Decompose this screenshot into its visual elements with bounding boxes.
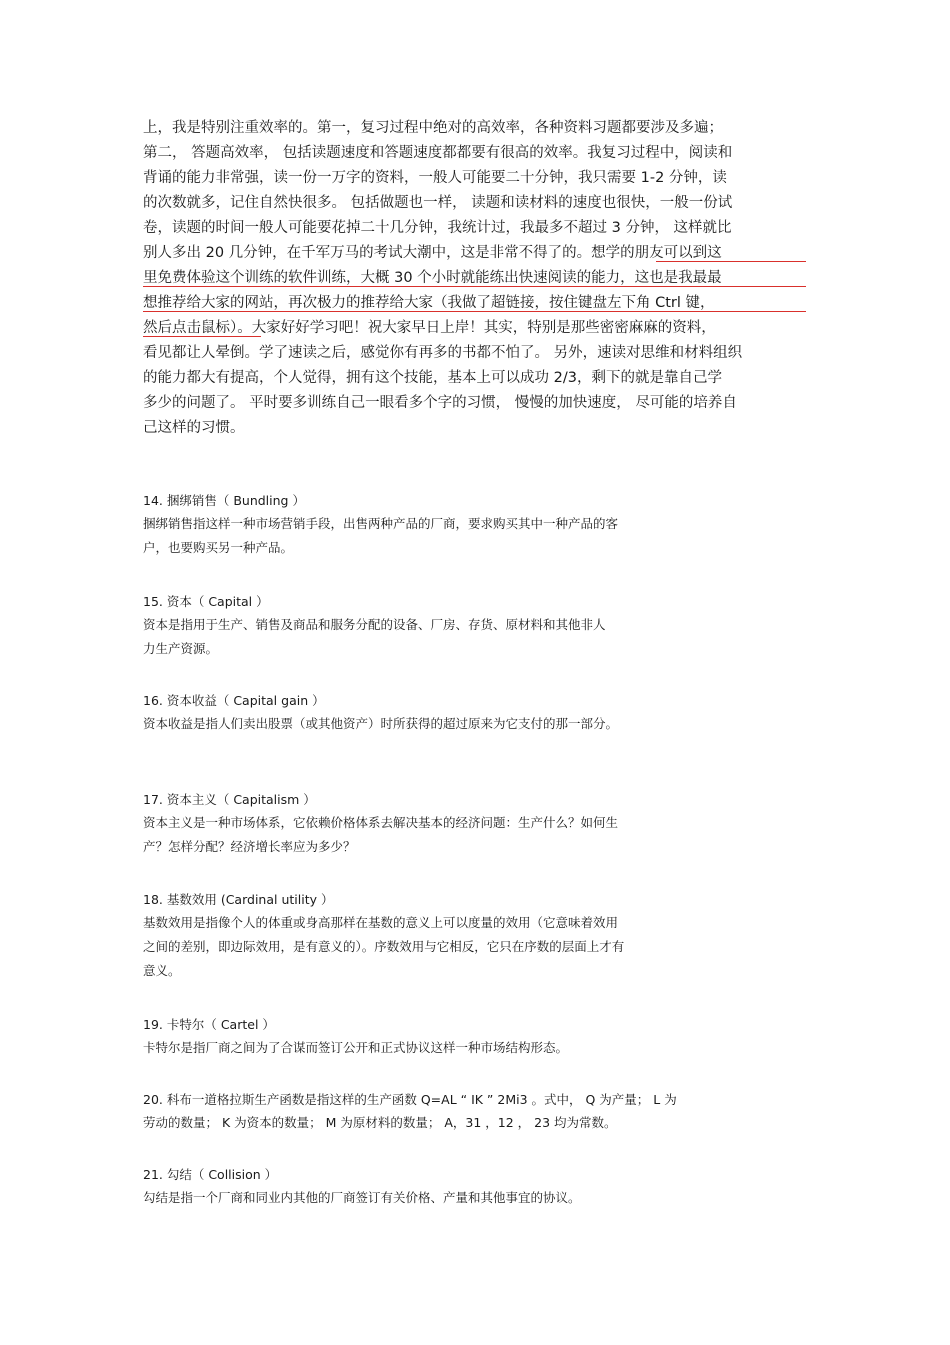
link-underline xyxy=(143,336,261,337)
glossary-entry xyxy=(143,1014,763,1060)
intro-line: 卷，读题的时间一般人可能要花掉二十几分钟，我统计过，我最多不超过 3 分钟， 这样就比 xyxy=(143,220,732,236)
link-underline xyxy=(143,311,806,312)
entry-title: 17. 资本主义（ Capitalism ） xyxy=(143,792,316,807)
glossary-entry xyxy=(143,889,763,983)
glossary-entry xyxy=(143,789,763,859)
entry-body-line: 力生产资源。 xyxy=(143,641,219,656)
intro-line: 多少的问题了。 平时要多训练自己一眼看多个字的习惯， 慢慢的加快速度， 尽可能的培养自 xyxy=(143,395,737,411)
entry-title: 20. 科布一道格拉斯生产函数是指这样的生产函数 Q=AL “ IK ” 2Mi3 。式中， Q 为产量； L 为 xyxy=(143,1092,677,1107)
entry-body-line: 意义。 xyxy=(143,963,181,978)
glossary-entry xyxy=(143,690,763,736)
intro-line: 第二， 答题高效率， 包括读题速度和答题速度都都要有很高的效率。我复习过程中，阅读和 xyxy=(143,145,733,161)
link-underline xyxy=(656,261,806,262)
entry-body-line: 资本收益是指人们卖出股票（或其他资产）时所获得的超过原来为它支付的那一部分。 xyxy=(143,716,619,731)
intro-paragraph xyxy=(143,116,808,436)
entry-body-line: 产？怎样分配？经济增长率应为多少？ xyxy=(143,839,356,854)
entry-title: 15. 资本（ Capital ） xyxy=(143,594,269,609)
entry-body-line: 捆绑销售指这样一种市场营销手段，出售两种产品的厂商，要求购买其中一种产品的客 xyxy=(143,516,619,531)
entry-title: 19. 卡特尔（ Cartel ） xyxy=(143,1017,275,1032)
intro-line: 上，我是特别注重效率的。第一，复习过程中绝对的高效率，各种资料习题都要涉及多遍； xyxy=(143,120,723,136)
entry-body-line: 基数效用是指像个人的体重或身高那样在基数的意义上可以度量的效用（它意味着效用 xyxy=(143,915,619,930)
intro-line: 的次数就多，记住自然快很多。 包括做题也一样， 读题和读材料的速度也很快，一般一份试 xyxy=(143,195,733,211)
glossary-entry xyxy=(143,1089,783,1135)
entry-body-line: 卡特尔是指厂商之间为了合谋而签订公开和正式协议这样一种市场结构形态。 xyxy=(143,1040,569,1055)
intro-line: 背诵的能力非常强，读一份一万字的资料，一般人可能要二十分钟，我只需要 1-2 分钟，读 xyxy=(143,170,727,186)
entry-body-line: 资本主义是一种市场体系，它依赖价格体系去解决基本的经济问题：生产什么？如何生 xyxy=(143,815,619,830)
intro-line: 别人多出 20 几分钟，在千军万马的考试大潮中，这是非常不得了的。想学的朋友可以到这 xyxy=(143,245,722,261)
intro-line: 看见都让人晕倒。学了速读之后，感觉你有再多的书都不怕了。 另外，速读对思维和材料组织 xyxy=(143,345,743,361)
entry-body-line: 资本是指用于生产、销售及商品和服务分配的设备、厂房、存货、原材料和其他非人 xyxy=(143,617,606,632)
link-underline xyxy=(143,286,806,287)
glossary-entry xyxy=(143,490,763,560)
entry-body-line: 勾结是指一个厂商和同业内其他的厂商签订有关价格、产量和其他事宜的协议。 xyxy=(143,1190,581,1205)
entry-title: 16. 资本收益（ Capital gain ） xyxy=(143,693,325,708)
entry-body-line: 之间的差别，即边际效用，是有意义的）。序数效用与它相反，它只在序数的层面上才有 xyxy=(143,939,625,954)
glossary-entry xyxy=(143,1164,763,1210)
glossary-entry xyxy=(143,591,763,661)
entry-body-line: 劳动的数量； K 为资本的数量； M 为原材料的数量； A，31 ，12 ， 23 均为常数。 xyxy=(143,1115,617,1130)
intro-line[interactable]: 然后点击鼠标）。大家好好学习吧！祝大家早日上岸！其实，特别是那些密密麻麻的资料， xyxy=(143,320,716,336)
intro-line: 己这样的习惯。 xyxy=(143,420,245,436)
intro-line[interactable]: 想推荐给大家的网站，再次极力的推荐给大家（我做了超链接，按住键盘左下角 Ctrl 键， xyxy=(143,295,715,311)
entry-title: 21. 勾结（ Collision ） xyxy=(143,1167,278,1182)
intro-line[interactable]: 里免费体验这个训练的软件训练，大概 30 个小时就能练出快速阅读的能力，这也是我最最 xyxy=(143,270,722,286)
entry-body-line: 户，也要购买另一种产品。 xyxy=(143,540,294,555)
intro-line: 的能力都大有提高，个人觉得，拥有这个技能，基本上可以成功 2/3，剩下的就是靠自己学 xyxy=(143,370,722,386)
entry-title: 18. 基数效用 (Cardinal utility ） xyxy=(143,892,334,907)
entry-title: 14. 捆绑销售（ Bundling ） xyxy=(143,493,305,508)
